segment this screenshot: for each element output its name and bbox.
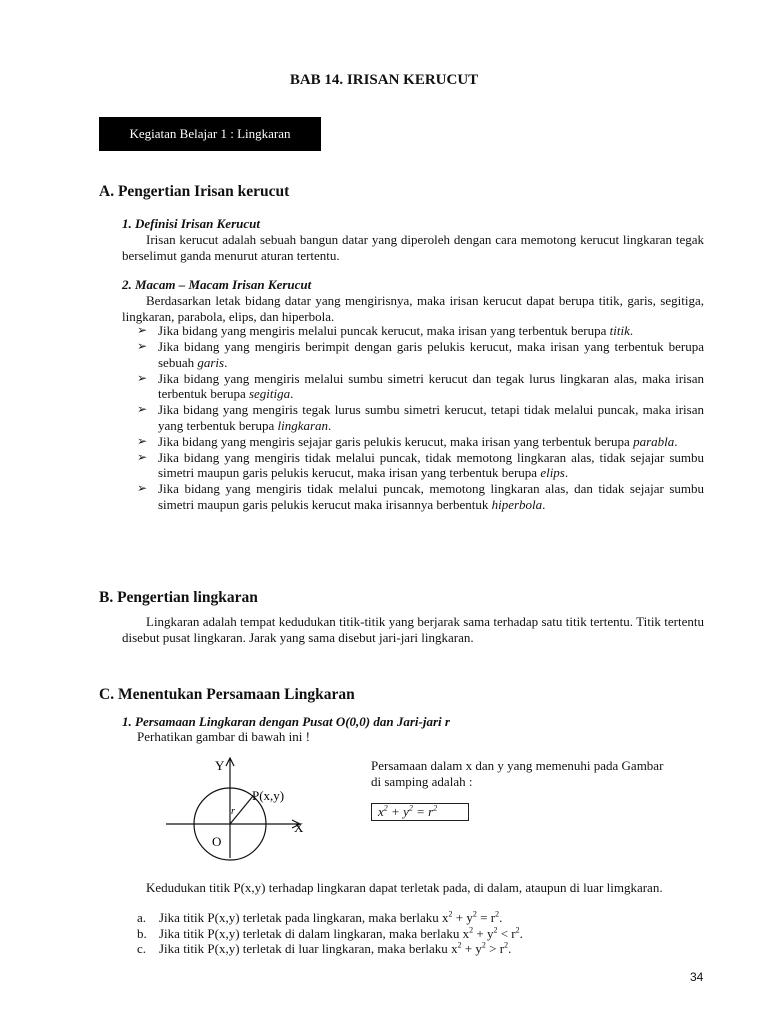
arrow-bullet-icon: ➢ [137, 339, 148, 353]
kegiatan-box: Kegiatan Belajar 1 : Lingkaran [99, 117, 321, 151]
list-item: c. Jika titik P(x,y) terletak di luar lingkaran, maka berlaku $x^2 + y^2 > r^2$. [137, 940, 512, 956]
section-b-heading: B. Pengertian lingkaran [99, 589, 258, 606]
macam-intro [122, 293, 704, 324]
sub1-heading: 1. Definisi Irisan Kerucut [122, 216, 260, 231]
list-item: a. Jika titik P(x,y) terletak pada lingkaran, maka berlaku $x^2 + y^2 = r^2$. [137, 909, 503, 925]
list-item: ➢ Jika bidang yang mengiris sejajar garis pelukis kerucut, maka irisan yang terbentuk berupa parabla. [137, 433, 678, 449]
section-a-heading: A. Pengertian Irisan kerucut [99, 183, 290, 200]
list-item: ➢ Jika bidang yang mengiris melalui sumbu simetri kerucut dan tegak lurus lingkaran alas, maka irisan terbentuk berupa segitiga. [137, 370, 704, 401]
list-item: ➢ Jika bidang yang mengiris tidak melalui puncak, tidak memotong lingkaran alas, tidak sejajar sumbu simetri maupun garis pelukis kerucut, maka irisan yang terbentuk berupa elips. [137, 449, 704, 480]
definition-text: Irisan kerucut adalah sebuah bangun datar yang diperoleh dengan cara memotong kerucut lingkaran tegak berselimut ganda menurut aturan tertentu. [122, 232, 704, 263]
arrow-bullet-icon: ➢ [137, 323, 148, 337]
kedudukan-paragraph [122, 880, 682, 896]
conic-bullet-list [137, 323, 704, 513]
radius-label: r [231, 806, 235, 817]
y-label: Y [215, 758, 225, 773]
equation-box: $x^2 + y^2 = r^2$ [371, 803, 469, 821]
lingkaran-paragraph [122, 614, 704, 645]
x-label: X [294, 820, 304, 835]
side-text: Persamaan dalam x dan y yang memenuhi pada Gambar di samping adalah : [371, 758, 664, 789]
arrow-bullet-icon: ➢ [137, 481, 148, 495]
arrow-bullet-icon: ➢ [137, 370, 148, 385]
list-item: ➢ Jika bidang yang mengiris tegak lurus sumbu simetri kerucut, tetapi tidak melalui puncak, maka irisan yang terbentuk berupa lingkaran. [137, 402, 704, 433]
perhatikan-text: Perhatikan gambar di bawah ini ! [137, 729, 310, 744]
macam-intro-text: Berdasarkan letak bidang datar yang mengirisnya, maka irisan kerucut dapat berupa titik, garis, segitiga, lingkaran, parabola, elips, dan hiperbola. [122, 293, 704, 324]
point-label: P(x,y) [252, 788, 285, 803]
chapter-title: BAB 14. IRISAN KERUCUT [289, 72, 479, 88]
arrow-bullet-icon: ➢ [137, 449, 148, 464]
list-item: b. Jika titik P(x,y) terletak di dalam lingkaran, maka berlaku $x^2 + y^2 < r^2$. [137, 925, 523, 941]
section-c-heading: C. Menentukan Persamaan Lingkaran [99, 686, 355, 703]
lingkaran-text: Lingkaran adalah tempat kedudukan titik-titik yang berjarak sama terhadap satu titik tertentu. Titik tertentu disebut pusat lingkaran. Jarak yang sama disebut jari-jari lingkaran. [122, 614, 704, 645]
kedudukan-text: Kedudukan titik P(x,y) terhadap lingkaran dapat terletak pada, di dalam, ataupun di luar limgkaran. [146, 880, 663, 895]
case-list [137, 910, 523, 957]
circle-diagram [160, 752, 320, 862]
page-number: 34 [690, 970, 704, 984]
arrow-bullet-icon: ➢ [137, 402, 148, 416]
list-item: ➢ Jika bidang yang mengiris tidak melalui puncak, memotong lingkaran alas, dan tidak sejajar sumbu simetri maupun garis pelukis kerucut maka irisannya berbentuk hiperbola. [137, 481, 704, 512]
origin-label: O [212, 834, 222, 849]
definition-paragraph [122, 232, 704, 263]
list-item: ➢ Jika bidang yang mengiris berimpit dengan garis pelukis kerucut, maka irisan yang terbentuk berupa sebuah garis. [137, 339, 704, 370]
sub2-heading: 2. Macam – Macam Irisan Kerucut [122, 277, 312, 292]
arrow-bullet-icon: ➢ [137, 433, 148, 448]
persamaan-subheading: 1. Persamaan Lingkaran dengan Pusat O(0,0) dan Jari-jari r [122, 714, 450, 729]
list-item: ➢ Jika bidang yang mengiris melalui puncak kerucut, maka irisan yang terbentuk berupa titik. [137, 323, 634, 338]
